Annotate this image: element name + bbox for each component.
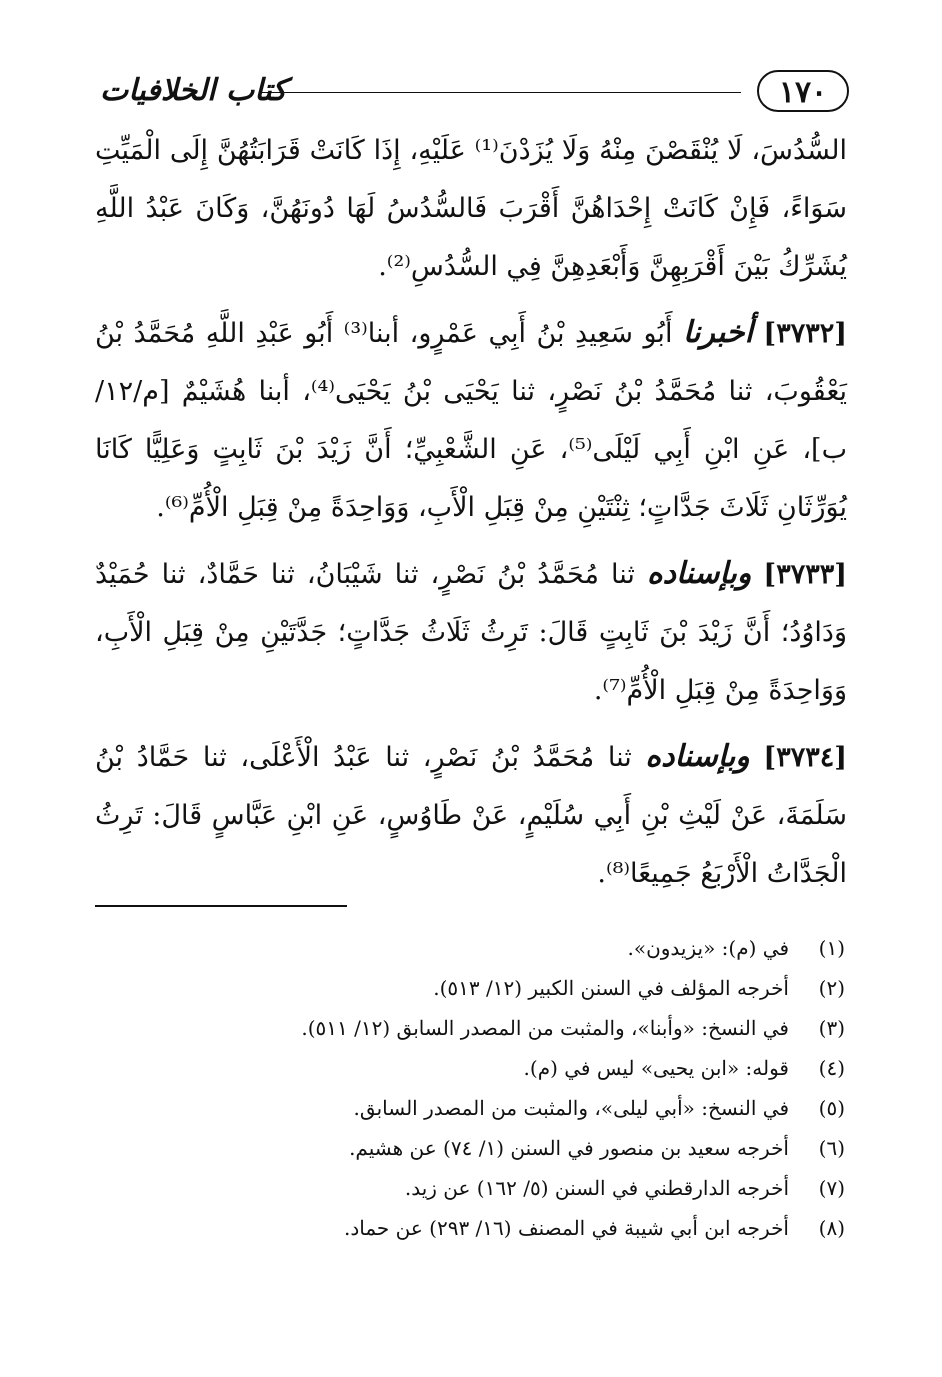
footnote-text: قوله: «ابن يحيى» ليس في (م).	[523, 1056, 789, 1080]
paragraph-text: أَبُو سَعِيدِ بْنُ أَبِي عَمْرٍو، أبنا⁽³⁾ أَبُو عَبْدِ اللَّهِ مُحَمَّدُ بْنُ يَعْقُوبَ، ثنا مُحَمَّدُ بْنُ نَصْرٍ، ثنا يَحْيَى بْنُ يَحْيَى⁽⁴⁾، أبنا هُشَيْمٌ [م/١٢/ب]، عَنِ ابْنِ أَبِي لَيْلَى⁽⁵⁾، عَنِ الشَّعْبِيِّ؛ أَنَّ زَيْدَ بْنَ ثَابِتٍ وَعَلِيًّا كَانَا يُوَرِّثَانِ ثَلَاثَ جَدَّاتٍ؛ ثِنْتَيْنِ مِنْ قِبَلِ الْأَبِ، وَوَاحِدَةً مِنْ قِبَلِ الْأُمِّ⁽⁶⁾.	[95, 318, 847, 523]
footnote-number: (٣)	[818, 1016, 845, 1040]
hadith-lead: وبإسناده	[646, 556, 752, 591]
footnote-number: (٥)	[818, 1096, 845, 1120]
footnote-text: في (م): «يزيدون».	[627, 936, 789, 960]
paragraph	[95, 122, 847, 296]
hadith-paragraph	[95, 545, 847, 720]
footnote-separator	[95, 905, 347, 907]
footnote	[95, 1168, 845, 1208]
paragraph-text: السُّدُسَ، لَا يُنْقَصْنَ مِنْهُ وَلَا يُزَدْنَ⁽¹⁾ عَلَيْهِ، إِذَا كَانَتْ قَرَابَتُهُنَّ إِلَى الْمَيِّتِ سَوَاءً، فَإِنْ كَانَتْ إِحْدَاهُنَّ أَقْرَبَ فَالسُّدُسُ لَهَا دُونَهُنَّ، وَكَانَ عَبْدُ اللَّهِ يُشَرِّكُ بَيْنَ أَقْرَبِهِنَّ وَأَبْعَدِهِنَّ فِي السُّدُسِ⁽²⁾.	[95, 135, 848, 282]
footnote	[95, 968, 845, 1008]
footnote	[95, 1008, 845, 1048]
footnote-text: أخرجه الدارقطني في السنن (٥/ ١٦٢) عن زيد.	[404, 1176, 789, 1200]
footnote	[95, 1128, 845, 1168]
hadith-number: [٣٧٣٢]	[763, 318, 847, 349]
footnote-number: (٤)	[818, 1056, 845, 1080]
hadith-number: [٣٧٣٣]	[763, 559, 847, 590]
hadith-paragraph	[95, 304, 847, 537]
page-number: ١٧٠	[757, 70, 849, 112]
page-header	[100, 70, 849, 116]
header-rule	[260, 92, 741, 93]
footnote-number: (٧)	[818, 1176, 845, 1200]
paragraph-text: ثنا مُحَمَّدُ بْنُ نَصْرٍ، ثنا شَيْبَانُ، ثنا حَمَّادٌ، ثنا حُمَيْدٌ وَدَاوُدُ؛ أَنَّ زَيْدَ بْنَ ثَابِتٍ قَالَ: تَرِثُ ثَلَاثُ جَدَّاتٍ؛ جَدَّتَيْنِ مِنْ قِبَلِ الْأَبِ، وَوَاحِدَةً مِنْ قِبَلِ الْأُمِّ⁽⁷⁾.	[95, 559, 847, 706]
hadith-paragraph	[95, 728, 847, 903]
footnote-text: في النسخ: «وأبنا»، والمثبت من المصدر السابق (١٢/ ٥١١).	[301, 1016, 789, 1040]
footnote-text: أخرجه ابن أبي شيبة في المصنف (١٦/ ٢٩٣) عن حماد.	[343, 1216, 789, 1240]
footnote	[95, 1048, 845, 1088]
book-title: كتاب الخلافيات	[100, 73, 287, 108]
footnote-number: (٢)	[818, 976, 845, 1000]
footnote-text: أخرجه المؤلف في السنن الكبير (١٢/ ٥١٣).	[433, 976, 789, 1000]
hadith-number: [٣٧٣٤]	[763, 742, 847, 773]
footnote-number: (٦)	[818, 1136, 845, 1160]
footnote-text: في النسخ: «أبي ليلى»، والمثبت من المصدر السابق.	[353, 1096, 789, 1120]
footnote	[95, 928, 845, 968]
hadith-lead: وبإسناده	[645, 739, 750, 774]
footnote	[95, 1088, 845, 1128]
main-text	[95, 122, 847, 911]
footnotes	[95, 928, 845, 1248]
footnote-text: أخرجه سعيد بن منصور في السنن (١/ ٧٤) عن هشيم.	[349, 1136, 789, 1160]
footnote-number: (١)	[818, 936, 845, 960]
hadith-lead: أخبرنا	[682, 315, 753, 350]
footnote	[95, 1208, 845, 1248]
footnote-number: (٨)	[818, 1216, 845, 1240]
paragraph-text: ثنا مُحَمَّدُ بْنُ نَصْرٍ، ثنا عَبْدُ الْأَعْلَى، ثنا حَمَّادُ بْنُ سَلَمَةَ، عَنْ لَيْثِ بْنِ أَبِي سُلَيْمٍ، عَنْ طَاوُسٍ، عَنِ ابْنِ عَبَّاسٍ قَالَ: تَرِثُ الْجَدَّاتُ الْأَرْبَعُ جَمِيعًا⁽⁸⁾.	[95, 742, 847, 889]
